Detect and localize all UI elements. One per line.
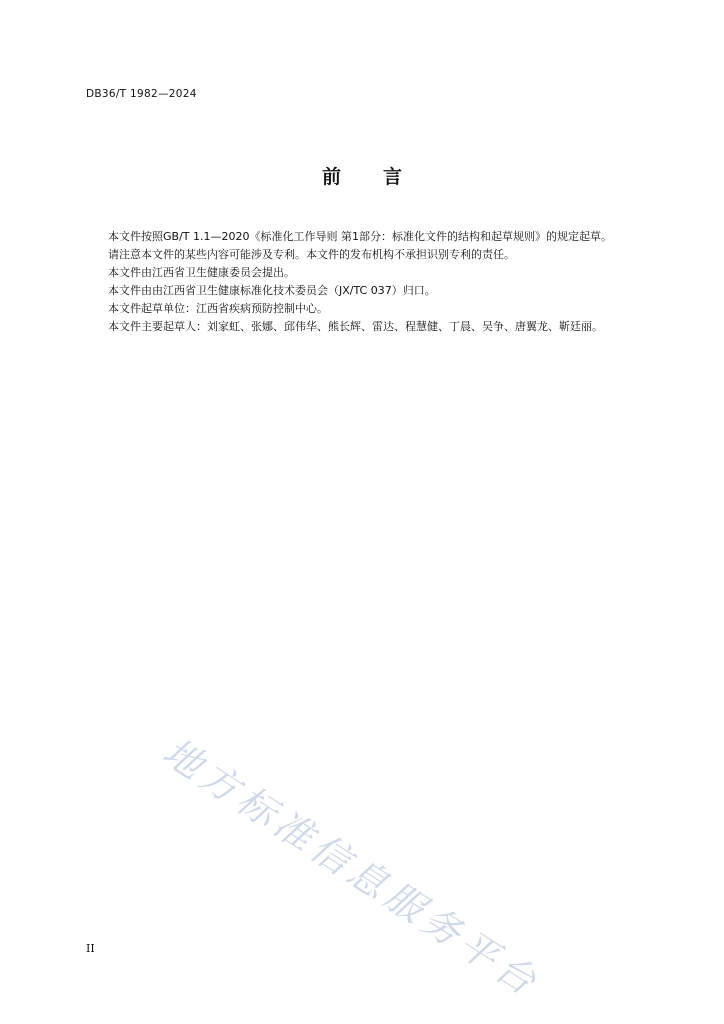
paragraph-proposed-by: 本文件由江西省卫生健康委员会提出。 (108, 266, 295, 279)
paragraph-technical-committee: 本文件由由江西省卫生健康标准化技术委员会（JX/TC 037）归口。 (108, 284, 436, 297)
foreword-body (86, 228, 658, 336)
page-number: II (86, 942, 95, 955)
paragraph-drafting-rules: 本文件按照GB/T 1.1—2020《标准化工作导则 第1部分：标准化文件的结构和起草规则》的规定起草。 (108, 230, 612, 243)
paragraph-patent-notice: 请注意本文件的某些内容可能涉及专利。本文件的发布机构不承担识别专利的责任。 (108, 248, 515, 261)
paragraph-drafters: 本文件主要起草人：刘家虹、张娜、邱伟华、熊长辉、雷达、程慧健、丁晨、吴争、唐翼龙、靳廷丽。 (108, 320, 603, 333)
title-part-1: 前 (321, 166, 341, 188)
document-code: DB36/T 1982—2024 (86, 88, 197, 100)
watermark: 地方标准信息服务平台 (155, 729, 549, 1007)
page-title (0, 162, 724, 189)
paragraph-drafting-unit: 本文件起草单位：江西省疾病预防控制中心。 (108, 302, 328, 315)
title-part-2: 言 (383, 166, 403, 188)
